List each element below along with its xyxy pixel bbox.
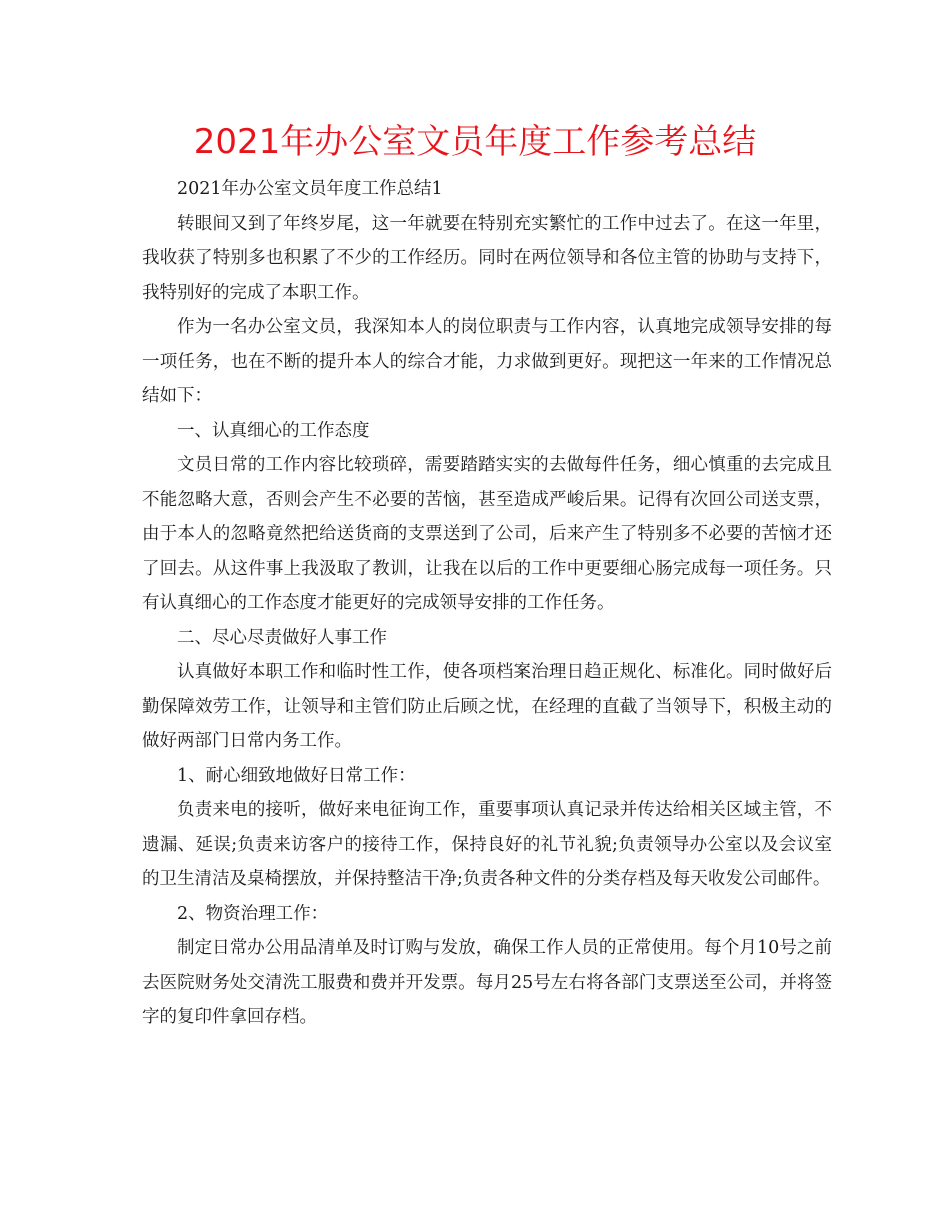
paragraph-intro: 转眼间又到了年终岁尾，这一年就要在特别充实繁忙的工作中过去了。在这一年里，我收获了特别多也积累了不少的工作经历。同时在两位领导和各位主管的协助与支持下，我特别好的完成了本职工作。 [142,213,832,303]
paragraph-subsection-1: 负责来电的接听，做好来电征询工作，重要事项认真记录并传达给相关区域主管，不遗漏、延误;负责来访客户的接待工作，保持良好的礼节礼貌;负责领导办公室以及会议室的卫生清洁及桌椅摆放，并保持整洁干净;负责各种文件的分类存档及每天收发公司邮件。 [142,800,832,889]
paragraph-subsection-2: 制定日常办公用品清单及时订购与发放，确保工作人员的正常使用。每个月10号之前去医院财务处交清洗工服费和费并开发票。每月25号左右将各部门支票送至公司，并将签字的复印件拿回存档。 [142,938,832,1027]
document-title: 2021年办公室文员年度工作参考总结 [193,122,757,162]
paragraph-role: 作为一名办公室文员，我深知本人的岗位职责与工作内容，认真地完成领导安排的每一项任务，也在不断的提升本人的综合才能，力求做到更好。现把这一年来的工作情况总结如下： [142,317,832,406]
section-heading-1: 一、认真细心的工作态度 [177,420,370,441]
paragraph-section-1: 文员日常的工作内容比较琐碎，需要踏踏实实的去做每件任务，细心慎重的去完成且不能忽略大意，否则会产生不必要的苦恼，甚至造成严峻后果。记得有次回公司送支票，由于本人的忽略竟然把给送货商的支票送到了公司，后来产生了特别多不必要的苦恼才还了回去。从这件事上我汲取了教训，让我在以后的工作中更要细心肠完成每一项任务。只有认真细心的工作态度才能更好的完成领导安排的工作任务。 [142,455,832,613]
subsection-heading-2: 2、物资治理工作： [177,903,329,924]
paragraph-subtitle: 2021年办公室文员年度工作总结1 [177,179,443,199]
subsection-heading-1: 1、耐心细致地做好日常工作： [177,765,416,786]
document-body [142,172,832,1035]
paragraph-section-2: 认真做好本职工作和临时性工作，使各项档案治理日趋正规化、标准化。同时做好后勤保障效劳工作，让领导和主管们防止后顾之忧，在经理的直截了当领导下，积极主动的做好两部门日常内务工作。 [142,662,832,751]
section-heading-2: 二、尽心尽责做好人事工作 [177,627,387,648]
